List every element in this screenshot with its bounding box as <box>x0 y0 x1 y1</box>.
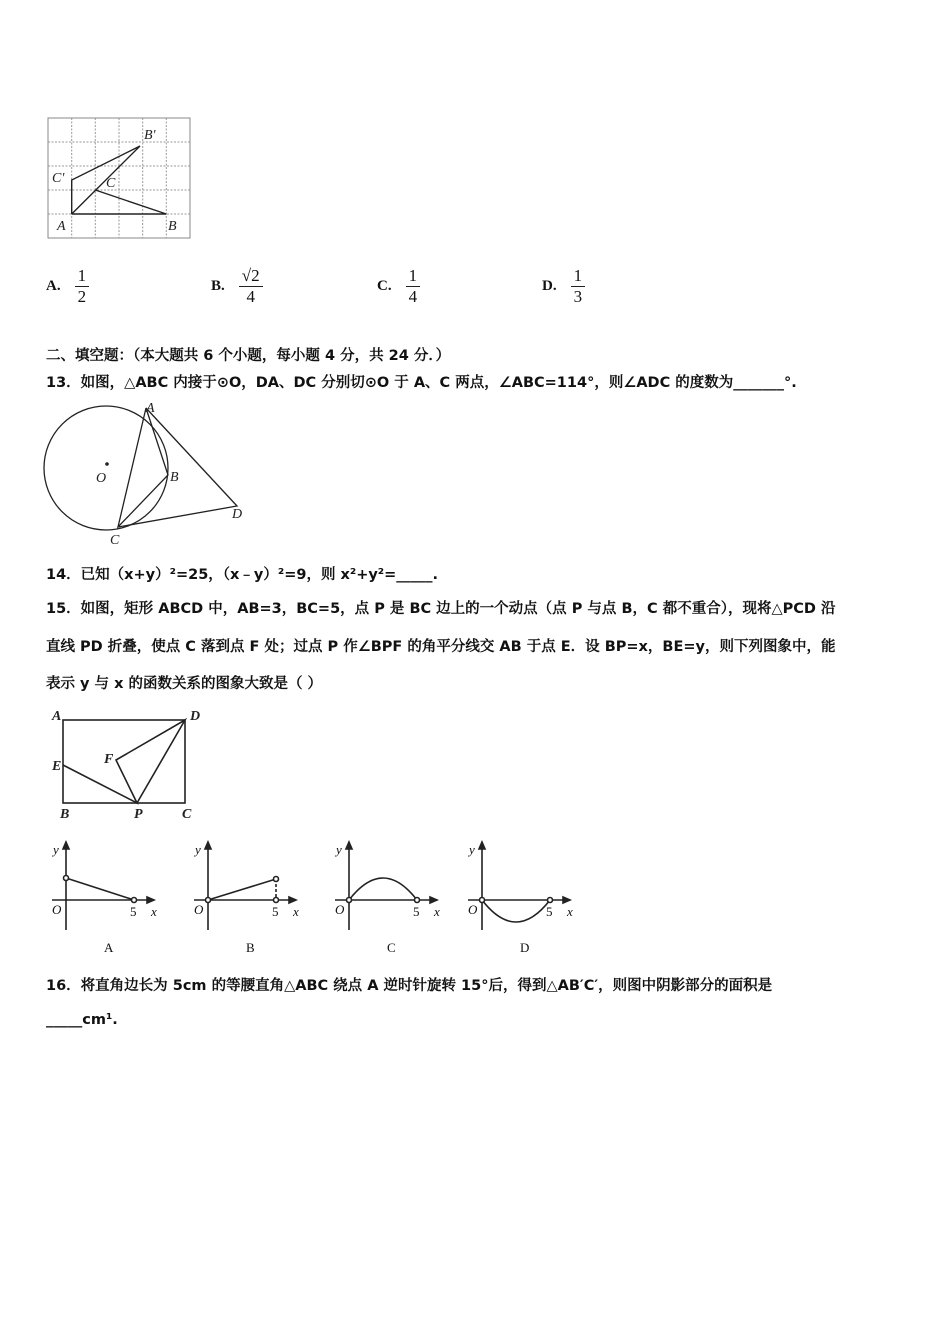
numerator: 1 <box>406 266 421 287</box>
open-point <box>480 898 485 903</box>
label-a: A <box>146 401 155 416</box>
denominator: 3 <box>573 286 583 306</box>
label-a: A <box>57 219 66 234</box>
x-axis-label: x <box>151 904 157 919</box>
tick-label-5: 5 <box>130 904 137 919</box>
numerator: 1 <box>75 266 90 287</box>
graph-curve <box>208 879 276 900</box>
label-b-prime: B' <box>144 128 156 143</box>
label-d: D <box>232 507 243 522</box>
open-point <box>274 898 279 903</box>
denominator: 4 <box>246 286 255 306</box>
open-point <box>64 876 69 881</box>
option-letter: C. <box>377 277 392 294</box>
open-point <box>274 877 279 882</box>
y-axis-label: y <box>195 842 201 857</box>
option-letter: A. <box>46 277 61 294</box>
x-arrow-icon <box>430 897 437 903</box>
q16-line-1: 16．将直角边长为 5cm 的等腰直角△ABC 绕点 A 逆时针旋转 15°后，得到△AB′C′，则图中阴影部分的面积是 <box>46 978 773 994</box>
origin-label: O <box>335 902 345 917</box>
x-axis-label: x <box>293 904 299 919</box>
option-letter: D. <box>542 277 557 294</box>
x-axis-label: x <box>434 904 440 919</box>
graph-d <box>468 842 570 930</box>
y-axis-label: y <box>336 842 342 857</box>
y-arrow-icon <box>63 842 69 849</box>
origin-label: O <box>468 902 478 917</box>
graph-curve <box>66 878 134 900</box>
label-b: B <box>60 807 70 822</box>
label-c: C <box>182 807 192 822</box>
x-arrow-icon <box>289 897 296 903</box>
open-point <box>415 898 420 903</box>
q16-line-2: _____cm¹. <box>46 1012 118 1028</box>
q14-text: 14．已知（x+y）²=25，（x﹣y）²=9，则 x²+y²=_____. <box>46 567 439 583</box>
label-b: B <box>168 219 177 234</box>
open-point <box>132 898 137 903</box>
label-c-prime: C' <box>52 171 65 186</box>
tick-label-5: 5 <box>272 904 279 919</box>
origin-label: O <box>52 902 62 917</box>
option-letter: B. <box>211 277 225 294</box>
q15-line-3: 表示 y 与 x 的函数关系的图象大致是（ ） <box>46 676 323 692</box>
graph-a <box>52 842 154 930</box>
open-point <box>206 898 211 903</box>
x-arrow-icon <box>147 897 154 903</box>
label-d: D <box>190 709 201 724</box>
denominator: 2 <box>77 286 87 306</box>
q15-line-1: 15．如图，矩形 ABCD 中，AB=3，BC=5，点 P 是 BC 边上的一个动点（点 P 与点 B，C 都不重合），现将△PCD 沿 <box>46 601 836 617</box>
graph-caption: D <box>520 940 530 955</box>
y-arrow-icon <box>479 842 485 849</box>
y-arrow-icon <box>205 842 211 849</box>
label-b: B <box>170 470 179 485</box>
numerator: √2 <box>239 266 263 287</box>
label-a: A <box>52 709 62 724</box>
graph-b <box>194 842 296 930</box>
y-arrow-icon <box>346 842 352 849</box>
numerator: 1 <box>571 266 586 287</box>
tick-label-5: 5 <box>546 904 553 919</box>
label-c: C <box>106 176 116 191</box>
denominator: 4 <box>408 286 418 306</box>
q13-text: 13．如图，△ABC 内接于⊙O，DA、DC 分别切⊙O 于 A、C 两点，∠ABC=114°，则∠ADC 的度数为_______°. <box>46 375 797 391</box>
open-point <box>548 898 553 903</box>
label-o: O <box>96 471 107 486</box>
label-c: C <box>110 533 120 548</box>
x-axis-label: x <box>567 904 573 919</box>
graph-curve <box>482 900 550 922</box>
graph-caption: C <box>387 940 396 955</box>
tick-label-5: 5 <box>413 904 420 919</box>
open-point <box>347 898 352 903</box>
graph-c <box>335 842 437 930</box>
section-heading: 二、填空题：（本大题共 6 个小题，每小题 4 分，共 24 分．） <box>46 348 451 364</box>
label-p: P <box>134 807 143 822</box>
graph-curve <box>349 878 417 900</box>
q15-line-2: 直线 PD 折叠，使点 C 落到点 F 处；过点 P 作∠BPF 的角平分线交 AB 于点 E．设 BP=x，BE=y，则下列图象中，能 <box>46 639 836 655</box>
graph-caption: B <box>246 940 255 955</box>
label-f: F <box>104 752 114 767</box>
graph-caption: A <box>104 940 114 955</box>
origin-label: O <box>194 902 204 917</box>
y-axis-label: y <box>469 842 475 857</box>
y-axis-label: y <box>53 842 59 857</box>
x-arrow-icon <box>563 897 570 903</box>
label-e: E <box>52 759 62 774</box>
